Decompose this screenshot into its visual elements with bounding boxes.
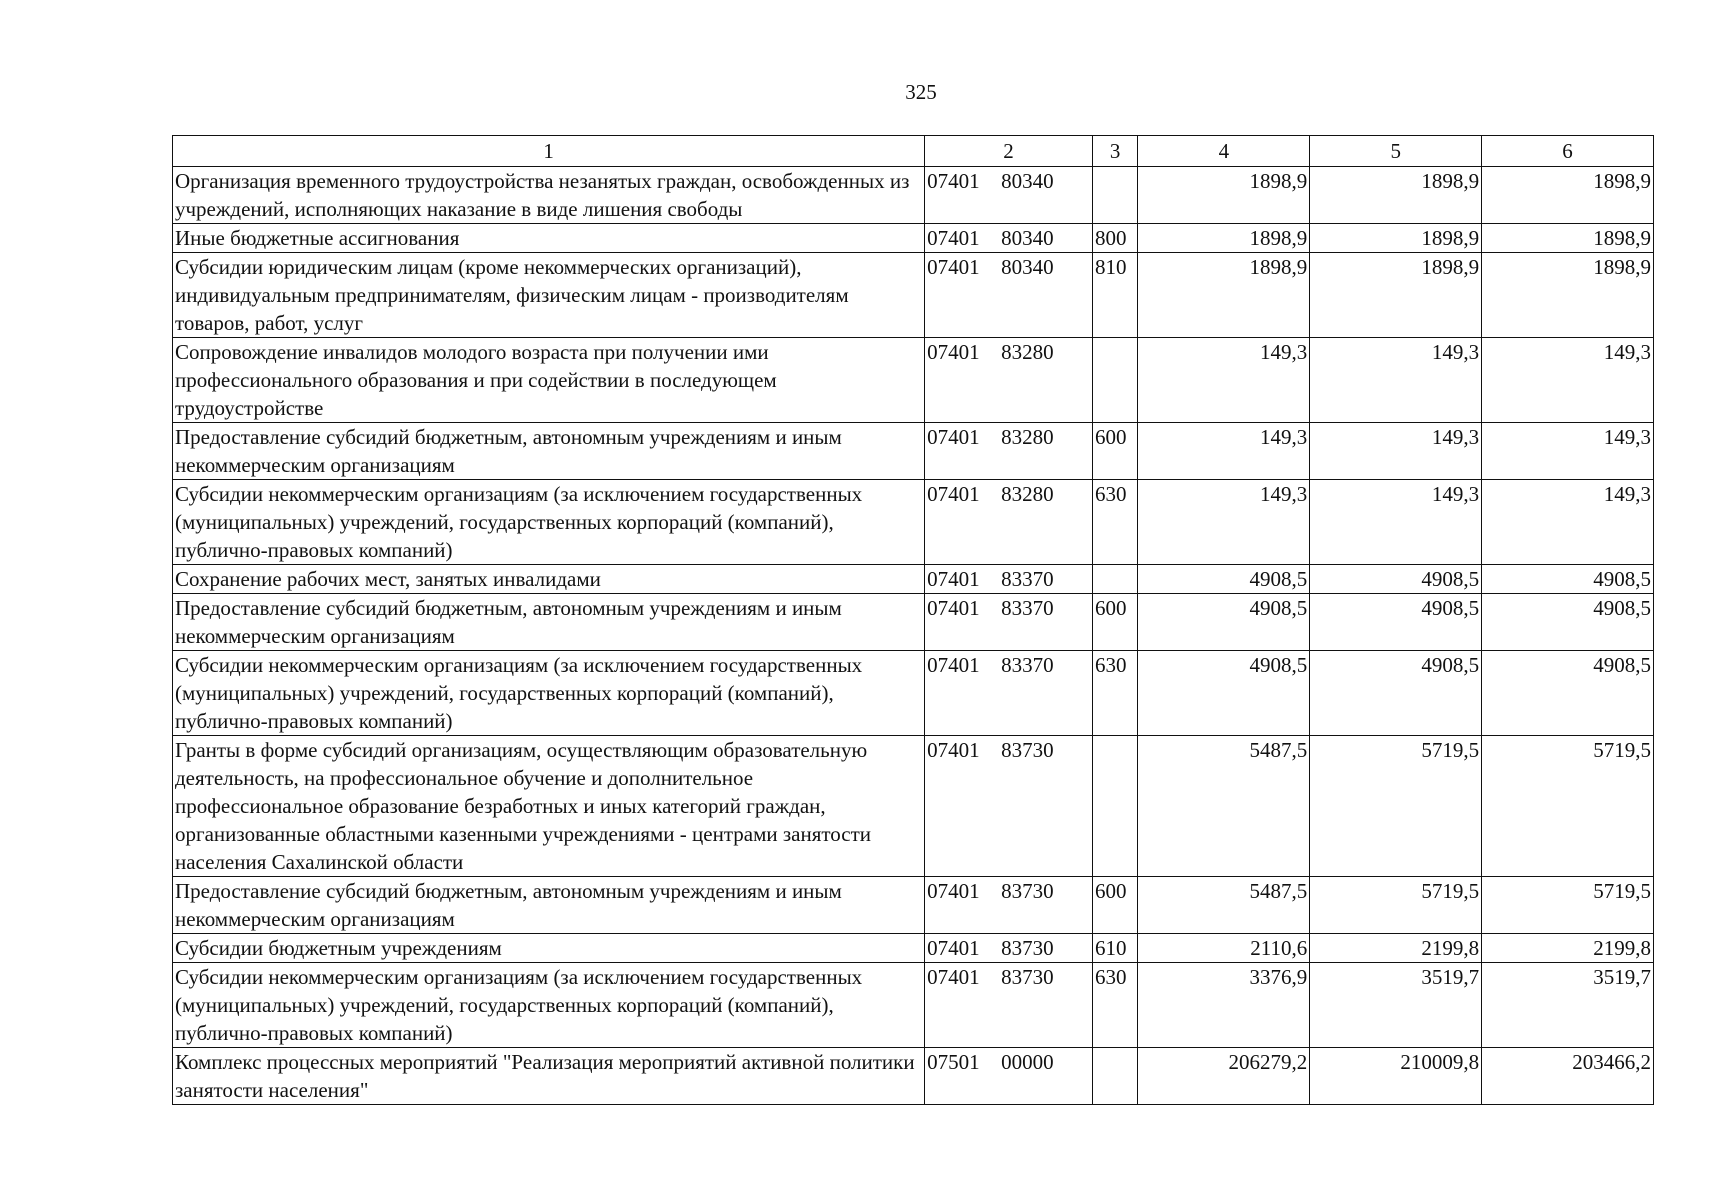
row-value-col4: 149,3	[1138, 423, 1310, 480]
row-code-direction: 83370	[1001, 653, 1054, 677]
row-value-col6: 4908,5	[1482, 651, 1654, 736]
row-description: Комплекс процессных мероприятий "Реализация мероприятий активной политики занятости населения"	[173, 1048, 925, 1105]
header-col-5: 5	[1310, 136, 1482, 167]
row-value-col5: 1898,9	[1310, 224, 1482, 253]
row-value-col4: 206279,2	[1138, 1048, 1310, 1105]
table-row	[173, 963, 1654, 1048]
row-expense-type: 630	[1092, 651, 1137, 736]
row-code	[925, 963, 1093, 1048]
row-code-program: 07401	[927, 936, 980, 960]
row-value-col6: 2199,8	[1482, 934, 1654, 963]
row-code-direction: 83730	[1001, 936, 1054, 960]
row-value-col6: 4908,5	[1482, 565, 1654, 594]
header-row	[173, 136, 1654, 167]
table-row	[173, 224, 1654, 253]
header-col-2: 2	[925, 136, 1093, 167]
page-number: 325	[905, 80, 937, 104]
table-row	[173, 565, 1654, 594]
row-description: Иные бюджетные ассигнования	[173, 224, 925, 253]
row-description: Субсидии некоммерческим организациям (за исключением государственных (муниципальных) учреждений, государственных корпораций (компаний), публично-правовых компаний)	[173, 651, 925, 736]
row-value-col4: 149,3	[1138, 480, 1310, 565]
row-value-col5: 4908,5	[1310, 651, 1482, 736]
row-value-col5: 210009,8	[1310, 1048, 1482, 1105]
row-expense-type	[1092, 1048, 1137, 1105]
row-value-col4: 4908,5	[1138, 651, 1310, 736]
row-code-direction: 83730	[1001, 738, 1054, 762]
row-code	[925, 224, 1093, 253]
row-value-col4: 5487,5	[1138, 736, 1310, 877]
row-value-col5: 149,3	[1310, 338, 1482, 423]
row-description: Субсидии бюджетным учреждениям	[173, 934, 925, 963]
row-code-direction: 83280	[1001, 340, 1054, 364]
row-value-col6: 5719,5	[1482, 877, 1654, 934]
row-code-program: 07401	[927, 596, 980, 620]
row-code-program: 07401	[927, 567, 980, 591]
row-code	[925, 423, 1093, 480]
row-value-col5: 149,3	[1310, 480, 1482, 565]
row-value-col5: 5719,5	[1310, 736, 1482, 877]
row-code	[925, 253, 1093, 338]
row-code	[925, 877, 1093, 934]
row-value-col6: 4908,5	[1482, 594, 1654, 651]
row-code-program: 07401	[927, 340, 980, 364]
row-description: Организация временного трудоустройства незанятых граждан, освобожденных из учреждений, исполняющих наказание в виде лишения свободы	[173, 167, 925, 224]
row-code	[925, 338, 1093, 423]
row-code	[925, 1048, 1093, 1105]
row-code-direction: 80340	[1001, 255, 1054, 279]
row-code-direction: 83730	[1001, 965, 1054, 989]
row-code-program: 07401	[927, 226, 980, 250]
row-code	[925, 167, 1093, 224]
table-row	[173, 338, 1654, 423]
row-code	[925, 736, 1093, 877]
row-code-direction: 83280	[1001, 425, 1054, 449]
row-code-program: 07401	[927, 255, 980, 279]
row-code-direction: 83730	[1001, 879, 1054, 903]
table-row	[173, 167, 1654, 224]
row-value-col5: 4908,5	[1310, 565, 1482, 594]
row-expense-type: 630	[1092, 963, 1137, 1048]
row-expense-type	[1092, 167, 1137, 224]
row-value-col4: 1898,9	[1138, 167, 1310, 224]
row-code-direction: 00000	[1001, 1050, 1054, 1074]
row-value-col6: 203466,2	[1482, 1048, 1654, 1105]
row-code-direction: 80340	[1001, 169, 1054, 193]
row-value-col4: 3376,9	[1138, 963, 1310, 1048]
row-expense-type: 610	[1092, 934, 1137, 963]
row-code-direction: 83370	[1001, 567, 1054, 591]
row-description: Субсидии некоммерческим организациям (за исключением государственных (муниципальных) учреждений, государственных корпораций (компаний), публично-правовых компаний)	[173, 480, 925, 565]
row-value-col5: 1898,9	[1310, 253, 1482, 338]
row-code-program: 07401	[927, 879, 980, 903]
row-expense-type: 600	[1092, 423, 1137, 480]
table-row	[173, 736, 1654, 877]
table-row	[173, 877, 1654, 934]
row-value-col5: 2199,8	[1310, 934, 1482, 963]
row-value-col6: 149,3	[1482, 338, 1654, 423]
row-code-program: 07401	[927, 169, 980, 193]
table-row	[173, 651, 1654, 736]
row-value-col6: 149,3	[1482, 423, 1654, 480]
header-col-1: 1	[173, 136, 925, 167]
row-code-program: 07401	[927, 965, 980, 989]
row-value-col5: 3519,7	[1310, 963, 1482, 1048]
budget-table	[172, 135, 1654, 1105]
row-value-col4: 2110,6	[1138, 934, 1310, 963]
row-code	[925, 651, 1093, 736]
row-value-col4: 1898,9	[1138, 224, 1310, 253]
row-description: Предоставление субсидий бюджетным, автономным учреждениям и иным некоммерческим организациям	[173, 877, 925, 934]
table-row	[173, 934, 1654, 963]
row-value-col5: 149,3	[1310, 423, 1482, 480]
row-value-col4: 149,3	[1138, 338, 1310, 423]
header-col-3: 3	[1092, 136, 1137, 167]
row-value-col4: 4908,5	[1138, 565, 1310, 594]
row-code-program: 07401	[927, 482, 980, 506]
table-row	[173, 253, 1654, 338]
row-expense-type	[1092, 736, 1137, 877]
row-expense-type: 600	[1092, 594, 1137, 651]
row-code-program: 07401	[927, 653, 980, 677]
row-value-col6: 149,3	[1482, 480, 1654, 565]
row-code-direction: 83370	[1001, 596, 1054, 620]
row-code-program: 07501	[927, 1050, 980, 1074]
row-value-col5: 1898,9	[1310, 167, 1482, 224]
row-code	[925, 594, 1093, 651]
table-row	[173, 480, 1654, 565]
row-value-col5: 4908,5	[1310, 594, 1482, 651]
row-code-direction: 83280	[1001, 482, 1054, 506]
row-description: Предоставление субсидий бюджетным, автономным учреждениям и иным некоммерческим организациям	[173, 423, 925, 480]
row-expense-type: 600	[1092, 877, 1137, 934]
row-code	[925, 480, 1093, 565]
row-code-program: 07401	[927, 425, 980, 449]
row-description: Предоставление субсидий бюджетным, автономным учреждениям и иным некоммерческим организациям	[173, 594, 925, 651]
row-value-col4: 4908,5	[1138, 594, 1310, 651]
row-expense-type: 630	[1092, 480, 1137, 565]
header-col-4: 4	[1138, 136, 1310, 167]
row-value-col6: 1898,9	[1482, 224, 1654, 253]
row-value-col6: 3519,7	[1482, 963, 1654, 1048]
row-description: Гранты в форме субсидий организациям, осуществляющим образовательную деятельность, на профессиональное обучение и дополнительное профессиональное образование безработных и иных категорий граждан, организованные областными казенными учреждениями - центрами занятости населения Сахалинской области	[173, 736, 925, 877]
row-description: Сопровождение инвалидов молодого возраста при получении ими профессионального образования и при содействии в последующем трудоустройстве	[173, 338, 925, 423]
row-code	[925, 934, 1093, 963]
table-row	[173, 423, 1654, 480]
row-value-col4: 5487,5	[1138, 877, 1310, 934]
row-expense-type	[1092, 565, 1137, 594]
row-value-col5: 5719,5	[1310, 877, 1482, 934]
row-value-col6: 1898,9	[1482, 253, 1654, 338]
row-code-direction: 80340	[1001, 226, 1054, 250]
row-value-col4: 1898,9	[1138, 253, 1310, 338]
row-value-col6: 5719,5	[1482, 736, 1654, 877]
row-expense-type: 800	[1092, 224, 1137, 253]
row-expense-type	[1092, 338, 1137, 423]
row-code-program: 07401	[927, 738, 980, 762]
row-description: Сохранение рабочих мест, занятых инвалидами	[173, 565, 925, 594]
row-value-col6: 1898,9	[1482, 167, 1654, 224]
row-code	[925, 565, 1093, 594]
row-expense-type: 810	[1092, 253, 1137, 338]
row-description: Субсидии юридическим лицам (кроме некоммерческих организаций), индивидуальным предпринимателям, физическим лицам - производителям товаров, работ, услуг	[173, 253, 925, 338]
row-description: Субсидии некоммерческим организациям (за исключением государственных (муниципальных) учреждений, государственных корпораций (компаний), публично-правовых компаний)	[173, 963, 925, 1048]
table-row	[173, 594, 1654, 651]
table-row	[173, 1048, 1654, 1105]
header-col-6: 6	[1482, 136, 1654, 167]
